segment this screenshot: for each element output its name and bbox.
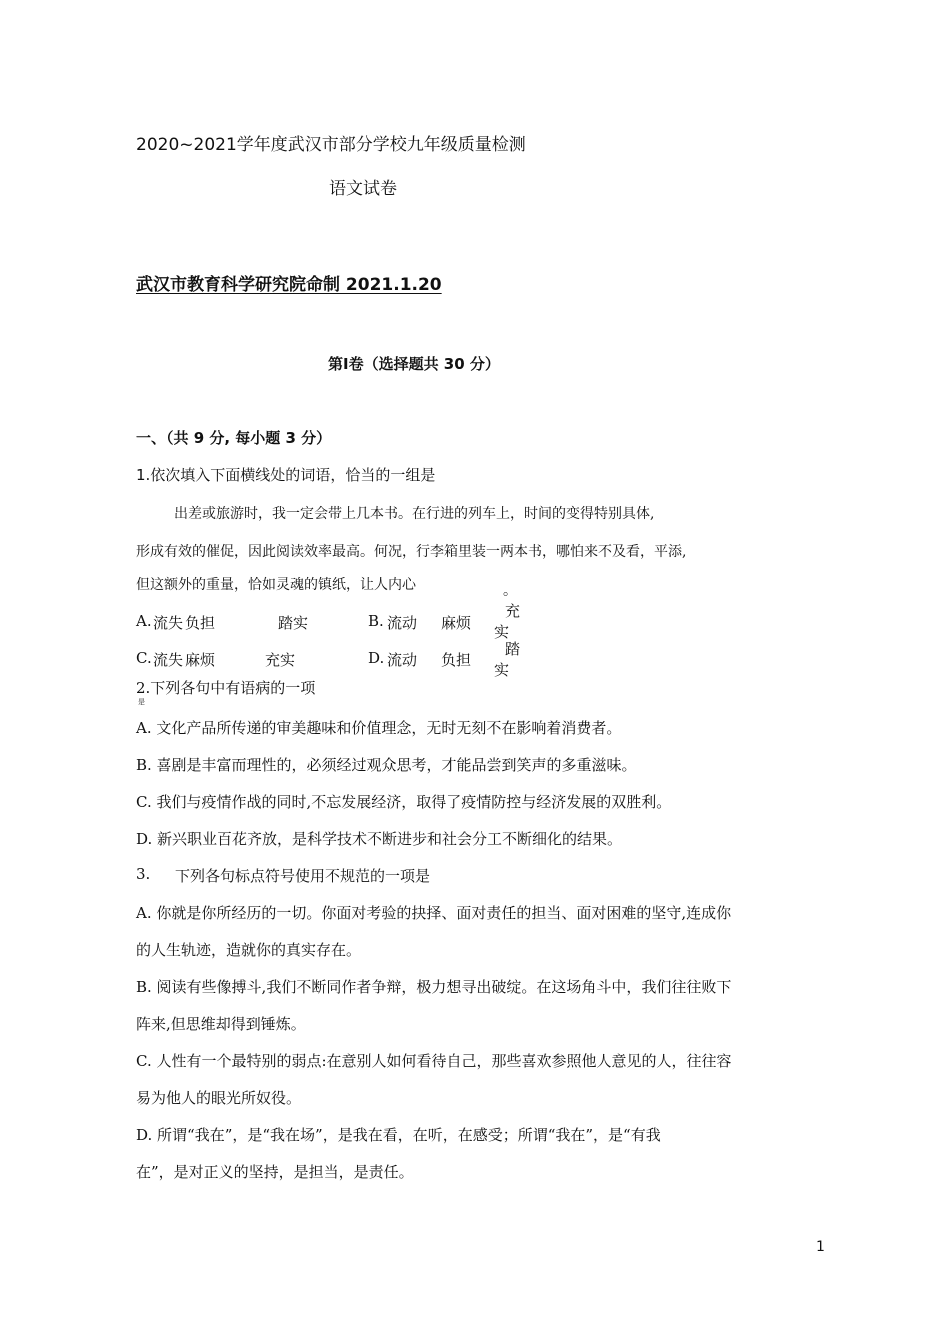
q3-option-b-line-1: B. 阅读有些像搏斗,我们不断同作者争辩，极力想寻出破绽。在这场角斗中，我们往往败下: [136, 978, 732, 996]
q1-option-b-word1: 流动: [387, 614, 418, 632]
q1-option-a-word1: 流失: [153, 614, 184, 632]
page-number: 1: [816, 1239, 825, 1255]
q1-option-c-word1: 流失: [153, 651, 184, 669]
q1-option-c-letter: C.: [136, 649, 152, 667]
q3-option-b-line-2: 阵来,但思维却得到锤炼。: [136, 1015, 306, 1033]
q2-option-d: D. 新兴职业百花齐放，是科学技术不断进步和社会分工不断细化的结果。: [136, 830, 623, 848]
q2-stem: 2.下列各句中有语病的一项: [136, 679, 316, 697]
q1-option-d-word3-char2: 实: [494, 661, 510, 679]
q3-number: 3.: [136, 865, 151, 883]
q1-option-c-word3: 充实: [265, 651, 296, 669]
q2-option-a: A. 文化产品所传递的审美趣味和价值理念，无时无刻不在影响着消费者。: [136, 719, 622, 737]
q1-option-b-word3-char2: 实: [494, 623, 510, 641]
q1-option-d-word2: 负担: [441, 651, 472, 669]
q3-option-c-line-1: C. 人性有一个最特别的弱点:在意别人如何看待自己，那些喜欢参照他人意见的人，往往容: [136, 1052, 732, 1070]
part1-heading: 第Ⅰ卷（选择题共 30 分）: [328, 355, 500, 373]
q2-option-b: B. 喜剧是丰富而理性的，必须经过观众思考，才能品尝到笑声的多重滋味。: [136, 756, 637, 774]
q3-option-c-line-2: 易为他人的眼光所奴役。: [136, 1089, 302, 1107]
q1-option-a-letter: A.: [136, 612, 152, 630]
q2-stem-tail: 是: [138, 698, 145, 706]
q1-passage-line-2: 形成有效的催促，因此阅读效率最高。何况，行李箱里装一两本书，哪怕来不及看，平添,: [136, 544, 687, 560]
q1-option-d-word3-char1: 踏: [505, 640, 521, 658]
q1-option-d-word1: 流动: [387, 651, 418, 669]
q1-stem: 1.依次填入下面横线处的词语，恰当的一组是: [136, 466, 436, 484]
q1-passage-line-1: 出差或旅游时，我一定会带上几本书。在行进的列车上，时间的变得特别具体,: [174, 506, 655, 522]
q3-option-d-line-1: D. 所谓“我在”，是“我在场”，是我在看，在听，在感受；所谓“我在”，是“有我: [136, 1126, 661, 1144]
q3-option-a-line-2: 的人生轨迹，造就你的真实存在。: [136, 941, 362, 959]
section1-heading: 一、（共 9 分, 每小题 3 分）: [136, 429, 332, 447]
q1-passage-period: 。: [503, 583, 517, 599]
exam-subtitle: 语文试卷: [329, 179, 397, 199]
q3-stem: 下列各句标点符号使用不规范的一项是: [175, 867, 431, 885]
q1-option-a-word2: 负担: [185, 614, 216, 632]
q1-option-a-word3: 踏实: [278, 614, 309, 632]
q1-option-b-word3-char1: 充: [505, 602, 521, 620]
q1-option-b-letter: B.: [368, 612, 384, 630]
q3-option-d-line-2: 在”，是对正义的坚持，是担当，是责任。: [136, 1163, 414, 1181]
q1-option-d-letter: D.: [368, 649, 385, 667]
q1-passage-line-3: 但这额外的重量，恰如灵魂的镇纸，让人内心: [136, 577, 416, 593]
q1-option-c-word2: 麻烦: [185, 651, 216, 669]
q2-option-c: C. 我们与疫情作战的同时,不忘发展经济，取得了疫情防控与经济发展的双胜利。: [136, 793, 672, 811]
q3-option-a-line-1: A. 你就是你所经历的一切。你面对考验的抉择、面对责任的担当、面对困难的坚守,连成你: [136, 904, 732, 922]
q1-option-b-word2: 麻烦: [441, 614, 472, 632]
exam-title: 2020~2021学年度武汉市部分学校九年级质量检测: [136, 135, 526, 155]
issuer-line: 武汉市教育科学研究院命制 2021.1.20: [136, 275, 442, 295]
